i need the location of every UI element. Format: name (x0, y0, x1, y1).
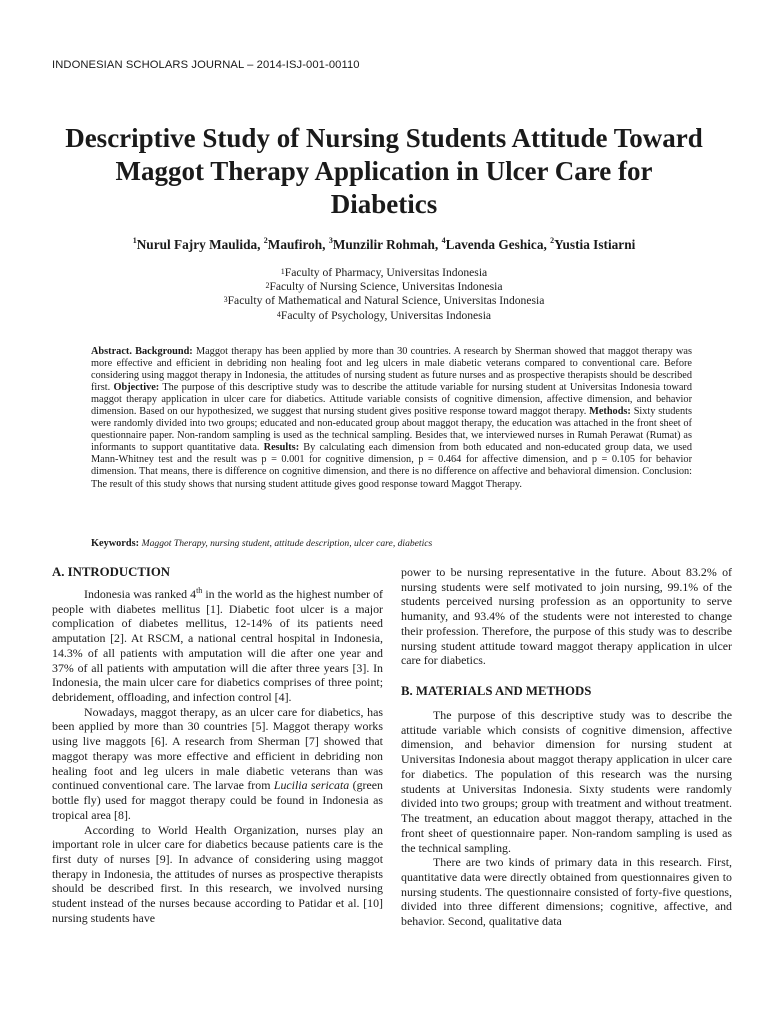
paragraph: There are two kinds of primary data in this research. First, quantitative data were directly obtained from questionnaires given to nursing students. The questionnaire consisted of forty-five questions, divided into three different dimensions; cognitive, affective, and behavior. Second, qualitative data (401, 855, 732, 929)
results-label: Results: (263, 442, 300, 454)
section-heading-methods: B. MATERIALS AND METHODS (401, 684, 592, 699)
affiliation: $^1$Faculty of Pharmacy, Universitas Indonesia (280, 266, 488, 279)
affiliation: $^4$Faculty of Psychology, Universitas Indonesia (276, 308, 492, 322)
abstract-label: Abstract. (91, 346, 132, 357)
author: $^3$Munzilir Rohmah, (328, 236, 442, 252)
paragraph: The purpose of this descriptive study was to describe the attitude variable which consists of cognitive dimension, affective dimension, and behavior dimension for nursing student at Universitas Indonesia about maggot therapy application in ulcer care for diabetics. The population of this research was the nursing students at Universitas Indonesia. Sixty students were randomly divided into two groups; group with treatment and without treatment. The treatment, an education about maggot therapy, attached in the front sheet of questionnaire paper. Non-random sampling is used as the technical sampling. (401, 708, 732, 855)
paper-title: Descriptive Study of Nursing Students Attitude Toward Maggot Therapy Application in Ulcer Care for Diabetics (65, 123, 703, 219)
section-heading-introduction: A. INTRODUCTION (52, 565, 171, 579)
keywords (91, 538, 432, 549)
author: $^1$Nurul Fajry Maulida, (132, 236, 264, 252)
paragraph: Indonesia was ranked 4th in the world as the highest number of people with diabetes mellitus [1]. Diabetic foot ulcer is a major complication of diabetes mellitus, 12-14% of its patients need amputation [2]. At RSCM, a national central hospital in Indonesia, 14.3% of all patients with amputation will die after one year and 37% of all patients with amputation will die after three years [3]. In Indonesia, the main ulcer care for diabetics comprises of three point; debridement, offloading, and infection control [4]. (52, 586, 383, 705)
paragraph: According to World Health Organization, nurses play an important role in ulcer care for diabetics because patients care is the first duty of nurses [9]. In advance of considering using maggot therapy in Indonesia, the attitudes of nurses as prospective therapists should be described first. In this research, we involved nursing student instead of the nurses because according to Patidar et al. [10] nursing students have (52, 822, 383, 925)
author: $^2$Maufiroh, (263, 236, 329, 252)
right-column (401, 565, 732, 929)
paragraph: power to be nursing representative in the future. About 83.2% of nursing students were self motivated to join nursing, 99.1% of the students perceived nursing profession as an opportunity to serve humanity, and 93.4% of the students were not interested to change their profession. Therefore, the purpose of this study was to describe nursing student attitude toward maggot therapy application in ulcer care for diabetics. (401, 565, 732, 668)
paragraph: Nowadays, maggot therapy, as an ulcer care for diabetics, has been applied by more than 30 countries [5]. Maggot therapy works using live maggots [6]. A research from Sherman [7] showed that maggot therapy was more effective and efficient in debriding non healing foot and leg ulcers in male diabetic veterans than was continued conventional care. The larvae from Lucilia sericata (green bottle fly) used for maggot therapy could be found in Indonesia as tropical area [8]. (52, 704, 383, 822)
abstract-results: By calculating each dimension from both educated and non-educated group data, we used Mann-Whitney test and the result was p = 0.001 for cognitive dimension, p = 0.464 for affective dimension, and p = 0.105 for behavior dimension. That means, there is difference on cognitive dimension, and there is no difference on affective and behavioral dimension. Conclusion: The result of this study shows that nursing student attitude gives good response toward Maggot Therapy. (91, 442, 693, 490)
abstract (91, 346, 692, 491)
background-label: Background: (135, 346, 193, 357)
abstract-objective: The purpose of this descriptive study was to describe the attitude variable for nursing student at Universitas Indonesia toward maggot therapy application in ulcer care for diabetics. Attitude variable consists of cognitive dimension, affective dimension, and behavior dimension. Based on our hypothesized, we suggest that nursing student gives positive response toward maggot therapy. (91, 382, 692, 418)
objective-label: Objective: (113, 382, 160, 394)
affiliation: $^3$Faculty of Mathematical and Natural Science, Universitas Indonesia (223, 294, 545, 308)
affiliation-list (60, 266, 708, 323)
keywords-label: Keywords: (91, 538, 140, 549)
left-column (52, 565, 383, 926)
author-list (60, 237, 708, 253)
affiliation: $^2$Faculty of Nursing Science, Universitas Indonesia (265, 280, 503, 294)
abstract-methods: Sixty students were randomly divided into two groups; educated and non-educated group about maggot therapy, the education was attached in the front sheet of questionnaire paper. Non-random sampling is used as the technical sampling. Besides that, we interviewed nurses in Rumah Perawat (Rumat) as informants to support quantitative data. (91, 406, 692, 454)
abstract-background: Maggot therapy has been applied by more than 30 countries. A research by Sherman showed that maggot therapy was more effective and efficient in debriding non healing foot and leg ulcers in male diabetic veterans compared to conventional care. Before considering using maggot therapy in Indonesia, the attitudes of nursing student as future nurses and as prospective therapists should be described first. (91, 346, 693, 394)
author: $^2$Yustia Istiarni (550, 236, 636, 252)
keywords-items: Maggot Therapy, nursing student, attitude description, ulcer care, diabetics (141, 538, 433, 549)
author: $^4$Lavenda Geshica, (441, 236, 551, 252)
methods-label: Methods: (589, 406, 631, 418)
journal-header: INDONESIAN SCHOLARS JOURNAL – 2014-ISJ-001-00110 (52, 59, 360, 71)
